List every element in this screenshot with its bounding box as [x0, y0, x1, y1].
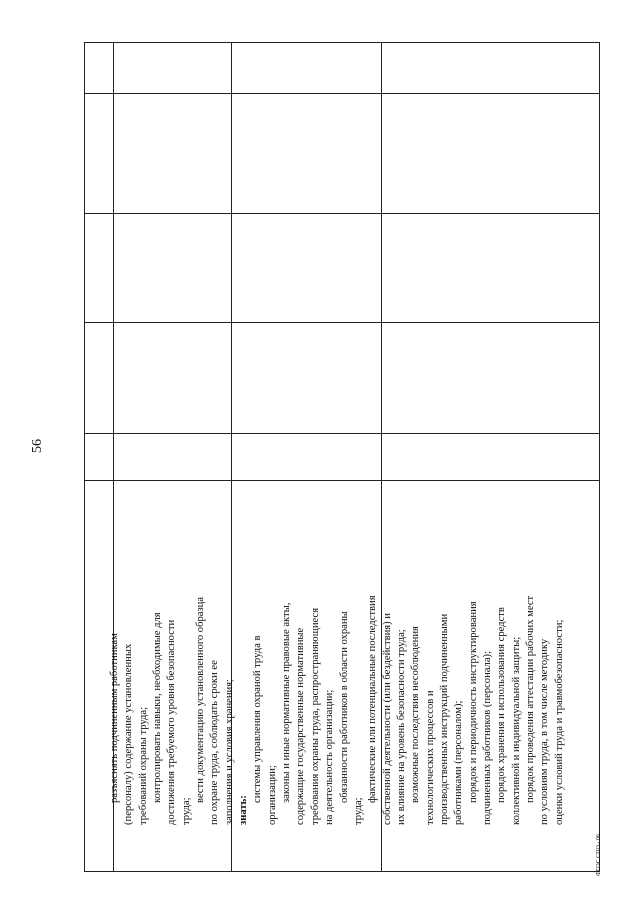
text-line: работниками (персоналом); [453, 700, 465, 825]
text-line: контролировать навыки, необходимые для [152, 612, 164, 803]
text-line: содержащие государственные нормативные [295, 627, 307, 825]
table-wrapper [84, 42, 600, 872]
text-line: по охране труда, соблюдать сроки ее [209, 660, 221, 825]
text-line: на деятельность организации; [324, 689, 336, 825]
col-divider [85, 213, 599, 214]
text-line: труда; [180, 797, 192, 825]
col-divider [85, 93, 599, 94]
text-line: по условиям труда, в том числе методику [539, 638, 551, 825]
text-line: подчиненных работников (персонала); [481, 650, 493, 825]
text-line: возможные последствия несоблюдения [410, 626, 422, 803]
text-line: труда; [352, 797, 364, 825]
text-line: вести документацию установленного образца [195, 596, 207, 803]
text-line: обязанности работников в области охраны [338, 611, 350, 803]
page-number: 56 [30, 439, 45, 453]
text-line: законы и иные нормативные правовые акты, [281, 602, 293, 803]
text-line: порядок и периодичность инструктирования [467, 601, 479, 803]
text-line: системы управления охраной труда в [252, 635, 264, 803]
text-line: требований охраны труда; [137, 706, 149, 825]
text-line: фактические или потенциальные последствия [367, 595, 379, 803]
section-heading-know: знать: [238, 795, 250, 825]
text-line: заполнения и условия хранения; [223, 678, 235, 825]
requirements-table [84, 42, 600, 872]
text-line: производственных инструкций подчиненными [438, 613, 450, 825]
text-line: порядок хранения и использования средств [496, 607, 508, 803]
text-line: порядок проведения аттестации рабочих мест [524, 595, 536, 803]
text-line: оценки условий труда и травмобезопасности; [553, 619, 565, 825]
footer-code: ФГОС СПО - 06 [596, 834, 602, 876]
text-line: собственной деятельности (или бездействия) и [381, 613, 393, 825]
text-line: разъяснять подчиненным работникам [109, 633, 120, 803]
text-line: требования охраны труда, распространяющиеся [309, 607, 321, 825]
text-line: их влияние на уровень безопасности труда; [395, 629, 407, 825]
text-line: (персоналу) содержание установленных [123, 643, 135, 825]
text-line: коллективной и индивидуальной защиты; [510, 636, 522, 825]
text-line: технологических процессов и [424, 690, 436, 825]
col-divider [85, 322, 599, 323]
text-line: достижения требуемого уровня безопасности [166, 619, 178, 825]
competency-cell-text [108, 380, 565, 825]
text-line: организации; [266, 765, 278, 825]
